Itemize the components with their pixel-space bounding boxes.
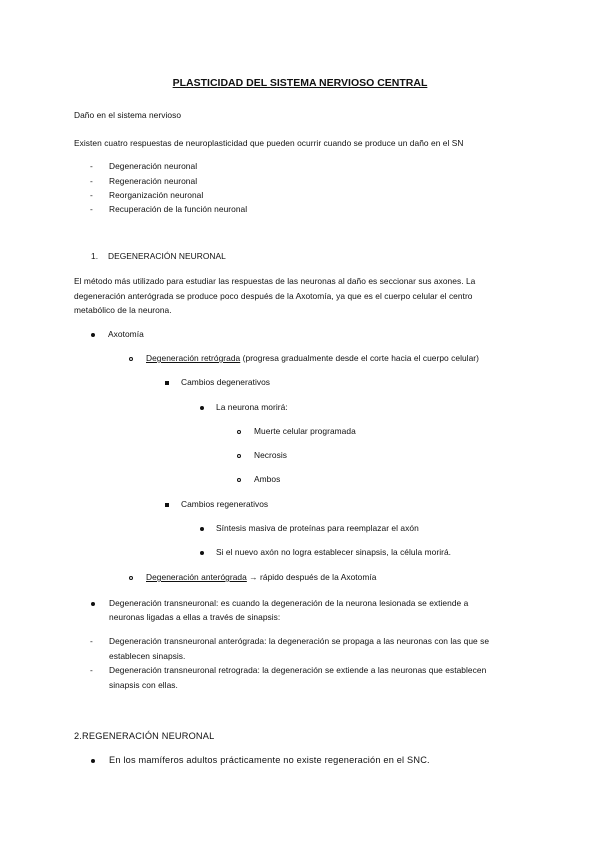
bullet-square bbox=[165, 381, 169, 385]
transneuronal-line: Degeneración transneuronal: es cuando la degeneración de la neurona lesionada se extiende a bbox=[109, 598, 469, 608]
bullet-circle bbox=[237, 478, 241, 482]
retrograde-label: Degeneración retrógrada bbox=[146, 353, 241, 363]
retrograde-desc: (progresa gradualmente desde el corte hacia el cuerpo celular) bbox=[240, 353, 479, 363]
bullet-circle bbox=[237, 430, 241, 434]
page-title: PLASTICIDAD DEL SISTEMA NERVIOSO CENTRAL bbox=[172, 77, 428, 89]
regenerative-changes-item: Cambios regenerativos bbox=[181, 499, 269, 509]
section1-paragraph-line: metabólico de la neurona. bbox=[74, 305, 172, 315]
transneuronal-anterograde-line: establecen sinapsis. bbox=[109, 651, 186, 661]
subtitle: Daño en el sistema nervioso bbox=[74, 110, 182, 120]
both-item: Ambos bbox=[254, 474, 281, 484]
dash-marker: - bbox=[90, 665, 93, 675]
retrograde-item bbox=[146, 353, 479, 364]
dash-marker: - bbox=[90, 161, 93, 171]
section1-paragraph-line: El método más utilizado para estudiar las respuestas de las neuronas al daño es seccionar sus axones. La bbox=[74, 276, 476, 286]
section2-bullet: En los mamíferos adultos prácticamente no existe regeneración en el SNC. bbox=[109, 755, 430, 765]
transneuronal-anterograde-line: Degeneración transneuronal anterógrada: la degeneración se propaga a las neuronas con las que se bbox=[109, 636, 490, 646]
bullet-circle bbox=[129, 576, 133, 580]
bullet-dot bbox=[200, 551, 204, 555]
bullet-dot bbox=[91, 333, 95, 337]
intro-text: Existen cuatro respuestas de neuroplasticidad que pueden ocurrir cuando se produce un daño en el SN bbox=[74, 138, 464, 148]
dash-marker: - bbox=[90, 636, 93, 646]
section1-paragraph-line: degeneración anterógrada se produce poco después de la Axotomía, ya que es el cuerpo celular el centro bbox=[74, 291, 473, 301]
section1-heading: DEGENERACIÓN NEURONAL bbox=[108, 251, 226, 261]
synthesis-item: Síntesis masiva de proteínas para reemplazar el axón bbox=[216, 523, 419, 533]
list-item: Recuperación de la función neuronal bbox=[109, 204, 248, 214]
new-axon-item: Si el nuevo axón no logra establecer sinapsis, la célula morirá. bbox=[216, 547, 452, 557]
transneuronal-line: neuronas ligadas a ellas a través de sinapsis: bbox=[109, 612, 281, 622]
bullet-circle bbox=[129, 357, 133, 361]
transneuronal-retrograde-line: sinapsis con ellas. bbox=[109, 680, 178, 690]
anterograde-desc: → rápido después de la Axotomía bbox=[246, 572, 377, 582]
anterograde-label: Degeneración anterógrada bbox=[146, 572, 247, 582]
necrosis-item: Necrosis bbox=[254, 450, 287, 460]
list-item: Degeneración neuronal bbox=[109, 161, 198, 171]
section2-heading: 2.REGENERACIÓN NEURONAL bbox=[74, 731, 215, 741]
bullet-dot bbox=[91, 759, 95, 763]
bullet-circle bbox=[237, 454, 241, 458]
dash-marker: - bbox=[90, 204, 93, 214]
bullet-dot bbox=[200, 527, 204, 531]
list-item: Reorganización neuronal bbox=[109, 190, 204, 200]
degenerative-changes-item: Cambios degenerativos bbox=[181, 377, 271, 387]
bullet-square bbox=[165, 503, 169, 507]
dash-marker: - bbox=[90, 190, 93, 200]
programmed-death-item: Muerte celular programada bbox=[254, 426, 356, 436]
bullet-dot bbox=[200, 406, 204, 410]
dash-marker: - bbox=[90, 176, 93, 186]
bullet-dot bbox=[91, 602, 95, 606]
transneuronal-retrograde-line: Degeneración transneuronal retrograda: la degeneración se extiende a las neuronas que establecen bbox=[109, 665, 487, 675]
anterograde-item bbox=[146, 572, 376, 583]
section1-number: 1. bbox=[91, 251, 99, 261]
axotomia-item: Axotomía bbox=[108, 329, 144, 339]
list-item: Regeneración neuronal bbox=[109, 176, 198, 186]
neuron-dies-item: La neurona morirá: bbox=[216, 402, 288, 412]
